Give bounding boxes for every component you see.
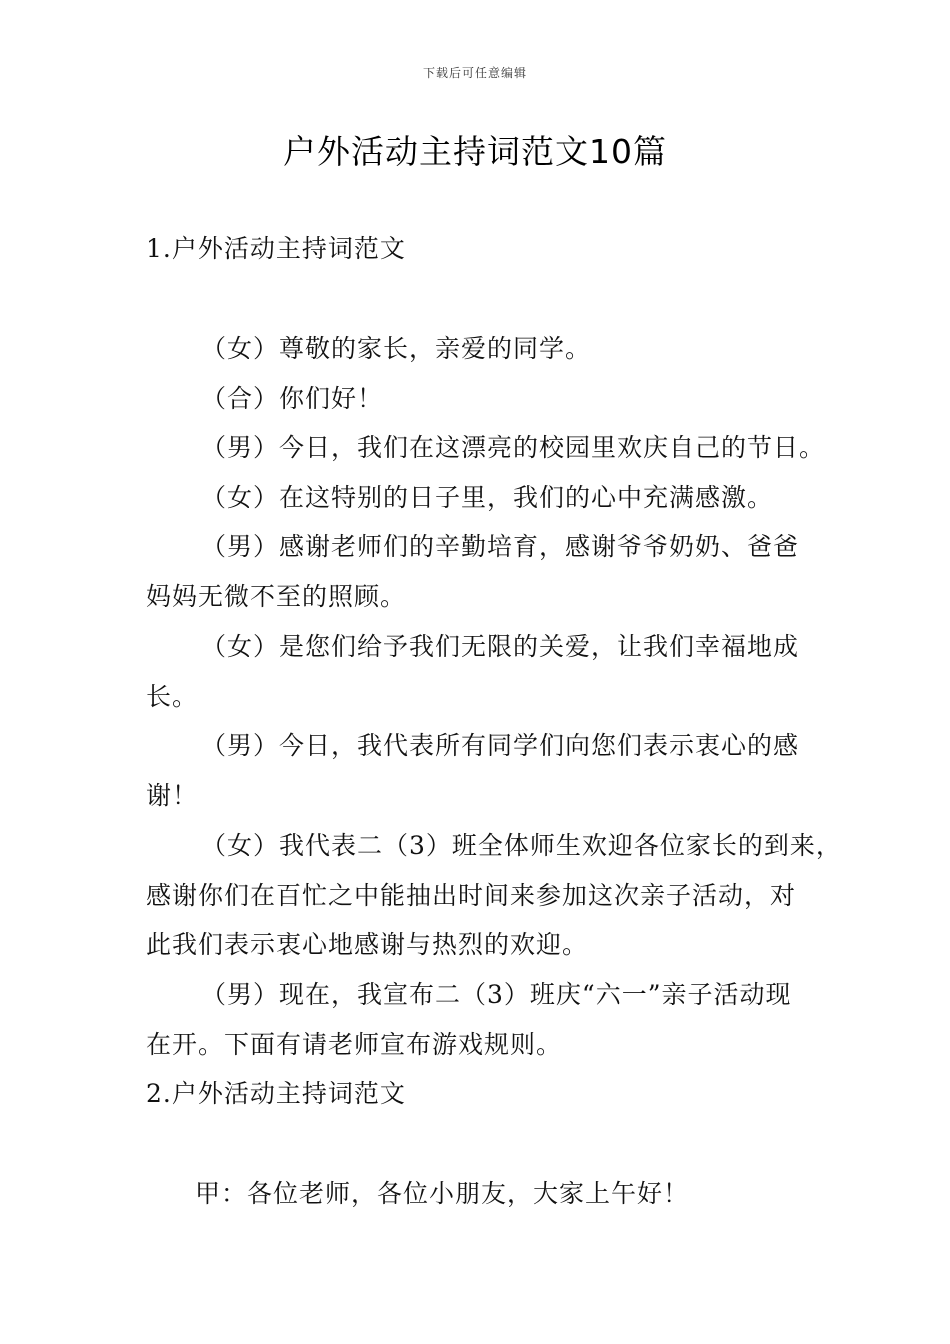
paragraph-line-continued: 此我们表示衷心地感谢与热烈的欢迎。 <box>146 930 589 959</box>
paragraph-line: 甲：各位老师，各位小朋友，大家上午好！ <box>195 1179 690 1208</box>
paragraph-line: （男）今日，我们在这漂亮的校园里欢庆自己的节日。 <box>201 433 826 462</box>
paragraph-line: （女）尊敬的家长，亲爱的同学。 <box>201 334 592 363</box>
paragraph-line: （女）在这特别的日子里，我们的心中充满感激。 <box>201 483 774 512</box>
paragraph-line-continued: 长。 <box>146 682 199 711</box>
paragraph-line: （女）是您们给予我们无限的关爱，让我们幸福地成 <box>201 632 800 661</box>
paragraph-line-continued: 谢！ <box>146 781 199 810</box>
paragraph-line-continued: 在开。下面有请老师宣布游戏规则。 <box>146 1030 563 1059</box>
paragraph-line-continued: 感谢你们在百忙之中能抽出时间来参加这次亲子活动，对 <box>146 881 797 910</box>
paragraph-line: （女）我代表二（3）班全体师生欢迎各位家长的到来， <box>201 831 842 860</box>
section-heading-1: 1.户外活动主持词范文 <box>146 234 406 263</box>
paragraph-line: （男）感谢老师们的辛勤培育，感谢爷爷奶奶、爸爸 <box>201 532 800 561</box>
paragraph-line: （男）今日，我代表所有同学们向您们表示衷心的感 <box>201 731 800 760</box>
paragraph-line: （合）你们好！ <box>201 384 384 413</box>
document-title: 户外活动主持词范文10篇 <box>283 132 667 171</box>
section-heading-2: 2.户外活动主持词范文 <box>146 1079 406 1108</box>
paragraph-line-continued: 妈妈无微不至的照顾。 <box>146 582 407 611</box>
header-note: 下载后可任意编辑 <box>422 66 527 80</box>
paragraph-line: （男）现在，我宣布二（3）班庆“六一”亲子活动现 <box>201 980 792 1009</box>
